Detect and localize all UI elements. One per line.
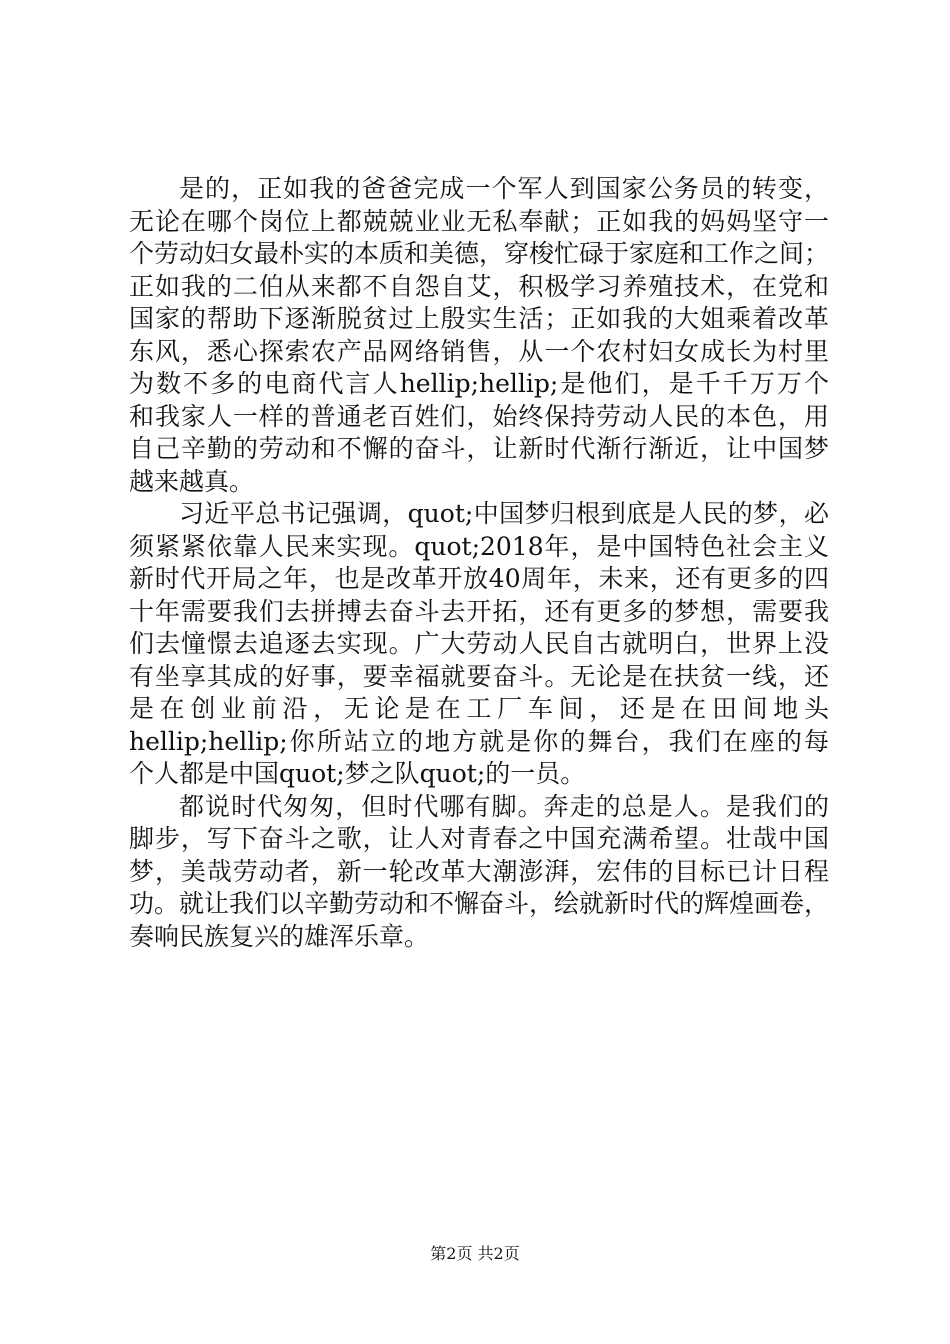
text-line: 正如我的二伯从来都不自怨自艾，积极学习养殖技术，在党和 — [129, 271, 829, 301]
text-line: 新时代开局之年，也是改革开放40周年，未来，还有更多的四 — [129, 564, 829, 593]
text-line: 个人都是中国quot;梦之队quot;的一员。 — [129, 759, 586, 788]
text-line: 脚步，写下奋斗之歌，让人对青春之中国充满希望。壮哉中国 — [129, 824, 829, 853]
text-line: 奏响民族复兴的雄浑乐章。 — [129, 921, 430, 951]
text-line: 个劳动妇女最朴实的本质和美德，穿梭忙碌于家庭和工作之间； — [129, 239, 830, 268]
text-line: 国家的帮助下逐渐脱贫过上殷实生活；正如我的大姐乘着改革 — [129, 304, 829, 333]
text-line: 为数不多的电商代言人hellip;hellip;是他们，是千千万万个 — [129, 369, 829, 398]
text-line: 是在创业前沿，无论是在工厂车间，还是在田间地头 — [129, 694, 829, 723]
text-line: 和我家人一样的普通老百姓们，始终保持劳动人民的本色，用 — [129, 401, 829, 431]
text-line: 都说时代匆匆，但时代哪有脚。奔走的总是人。是我们的 — [179, 791, 829, 821]
paragraph-3 — [129, 791, 829, 954]
text-line: 功。就让我们以辛勤劳动和不懈奋斗，绘就新时代的辉煌画卷， — [129, 889, 830, 918]
text-line: hellip;hellip;你所站立的地方就是你的舞台，我们在座的每 — [129, 726, 829, 756]
text-line: 有坐享其成的好事，要幸福就要奋斗。无论是在扶贫一线，还 — [129, 661, 829, 691]
text-line: 须紧紧依靠人民来实现。quot;2018年，是中国特色社会主义 — [129, 531, 829, 561]
text-line: 自己辛勤的劳动和不懈的奋斗，让新时代渐行渐近，让中国梦 — [129, 434, 829, 463]
text-line: 东风，悉心探索农产品网络销售，从一个农村妇女成长为村里 — [129, 336, 829, 366]
page-number-footer: 第2页 共2页 — [430, 1244, 520, 1263]
text-line: 习近平总书记强调，quot;中国梦归根到底是人民的梦，必 — [179, 499, 829, 528]
text-line: 们去憧憬去追逐去实现。广大劳动人民自古就明白，世界上没 — [129, 629, 829, 658]
text-line: 十年需要我们去拼搏去奋斗去开拓，还有更多的梦想，需要我 — [129, 596, 829, 626]
document-body — [129, 173, 829, 953]
paragraph-1 — [129, 173, 829, 498]
text-line: 是的，正如我的爸爸完成一个军人到国家公务员的转变， — [179, 174, 829, 203]
text-line: 梦，美哉劳动者，新一轮改革大潮澎湃，宏伟的目标已计日程 — [129, 856, 829, 886]
text-line: 无论在哪个岗位上都兢兢业业无私奉献；正如我的妈妈坚守一 — [129, 206, 829, 236]
text-line: 越来越真。 — [129, 466, 255, 496]
paragraph-2 — [129, 498, 829, 791]
